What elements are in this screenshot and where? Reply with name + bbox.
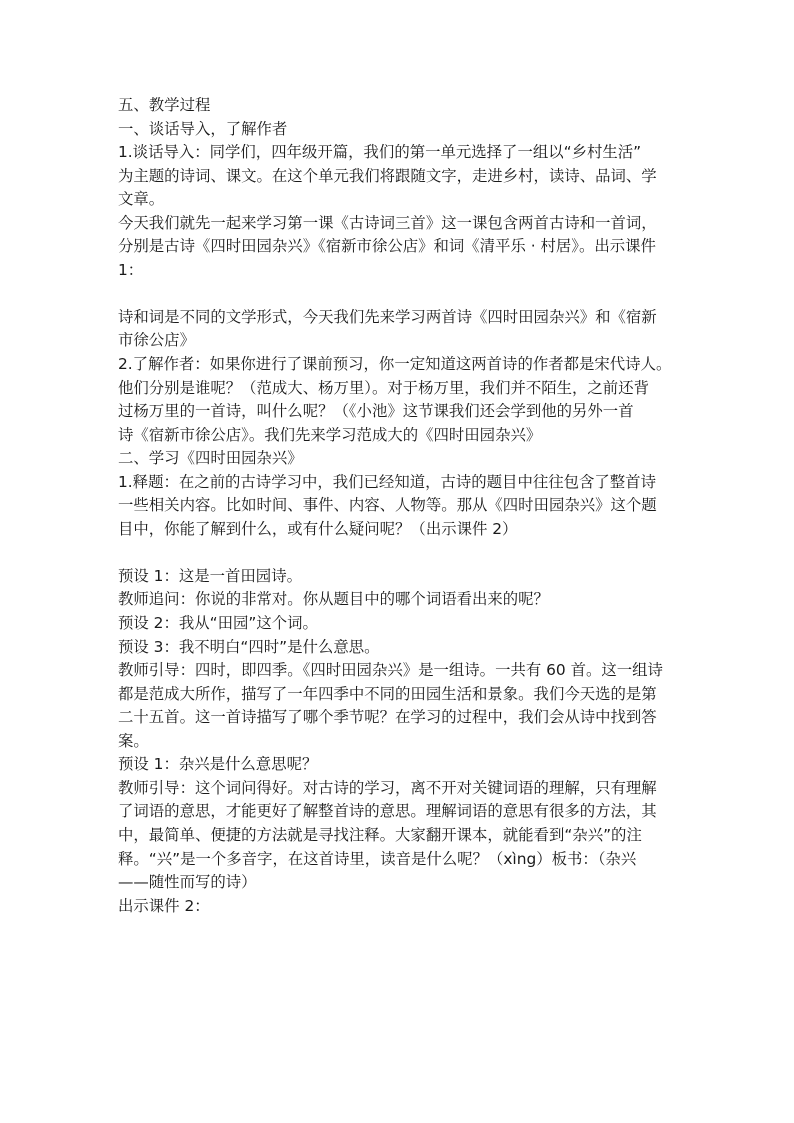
paragraph-line: 2.了解作者：如果你进行了课前预习，你一定知道这两首诗的作者都是宋代诗人。: [118, 355, 672, 374]
paragraph-line: 预设 1：杂兴是什么意思呢？: [118, 755, 318, 774]
blank-line: [118, 541, 684, 565]
paragraph-line: 今天我们就先一起来学习第一课《古诗词三首》这一课包含两首古诗和一首词，: [118, 213, 657, 232]
document-body: [118, 94, 684, 918]
paragraph-line: 1：: [118, 260, 144, 279]
subsection-heading: 二、学习《四时田园杂兴》: [118, 449, 303, 468]
paragraph-line: 预设 3：我不明白“四时”是什么意思。: [118, 637, 380, 656]
paragraph-line: 为主题的诗词、课文。在这个单元我们将跟随文字，走进乡村，读诗、品词、学: [118, 166, 657, 185]
paragraph-line: 了词语的意思，才能更好了解整首诗的意思。理解词语的意思有很多的方法，其: [118, 802, 657, 821]
paragraph-line: ——随性而写的诗）: [118, 873, 257, 892]
blank-line: [118, 282, 684, 306]
paragraph-line: 诗和词是不同的文学形式，今天我们先来学习两首诗《四时田园杂兴》和《宿新: [118, 307, 657, 326]
paragraph-line: 市徐公店》: [118, 331, 195, 350]
paragraph-line: 预设 2：我从“田园”这个词。: [118, 614, 318, 633]
paragraph-line: 出示课件 2：: [118, 896, 210, 915]
subsection-heading: 一、谈话导入，了解作者: [118, 119, 288, 138]
paragraph-line: 目中，你能了解到什么，或有什么疑问呢？（出示课件 2）: [118, 519, 518, 538]
paragraph-line: 二十五首。这一首诗描写了哪个季节呢？在学习的过程中，我们会从诗中找到答: [118, 708, 657, 727]
paragraph-line: 文章。: [118, 190, 165, 209]
paragraph-line: 1.谈话导入：同学们，四年级开篇，我们的第一单元选择了一组以“乡村生活”: [118, 143, 642, 162]
paragraph-line: 教师引导：这个词问得好。对古诗的学习，离不开对关键词语的理解，只有理解: [118, 778, 657, 797]
section-heading: 五、教学过程: [118, 96, 211, 114]
paragraph-line: 诗《宿新市徐公店》。我们先来学习范成大的《四时田园杂兴》: [118, 425, 542, 444]
paragraph-line: 都是范成大所作，描写了一年四季中不同的田园生活和景象。我们今天选的是第: [118, 684, 657, 703]
paragraph-line: 释。“兴”是一个多音字，在这首诗里，读音是什么呢？（xìng）板书：（杂兴: [118, 849, 637, 868]
paragraph-line: 他们分别是谁呢？（范成大、杨万里）。对于杨万里，我们并不陌生，之前还背: [118, 378, 649, 397]
paragraph-line: 预设 1：这是一首田园诗。: [118, 566, 302, 585]
paragraph-line: 1.释题：在之前的古诗学习中，我们已经知道，古诗的题目中往往包含了整首诗: [118, 472, 656, 491]
paragraph-line: 一些相关内容。比如时间、事件、内容、人物等。那从《四时田园杂兴》这个题: [118, 496, 657, 515]
paragraph-line: 过杨万里的一首诗，叫什么呢？（《小池》这节课我们还会学到他的另外一首: [118, 402, 634, 421]
paragraph-line: 案。: [118, 731, 149, 750]
paragraph-line: 分别是古诗《四时田园杂兴》《宿新市徐公店》和词《清平乐 · 村居》。出示课件: [118, 237, 656, 256]
paragraph-line: 教师引导：四时，即四季。《四时田园杂兴》是一组诗。一共有 60 首。这一组诗: [118, 661, 663, 680]
paragraph-line: 中，最简单、便捷的方法就是寻找注释。大家翻开课本，就能看到“杂兴”的注: [118, 825, 642, 844]
paragraph-line: 教师追问：你说的非常对。你从题目中的哪个词语看出来的呢？: [118, 590, 549, 609]
